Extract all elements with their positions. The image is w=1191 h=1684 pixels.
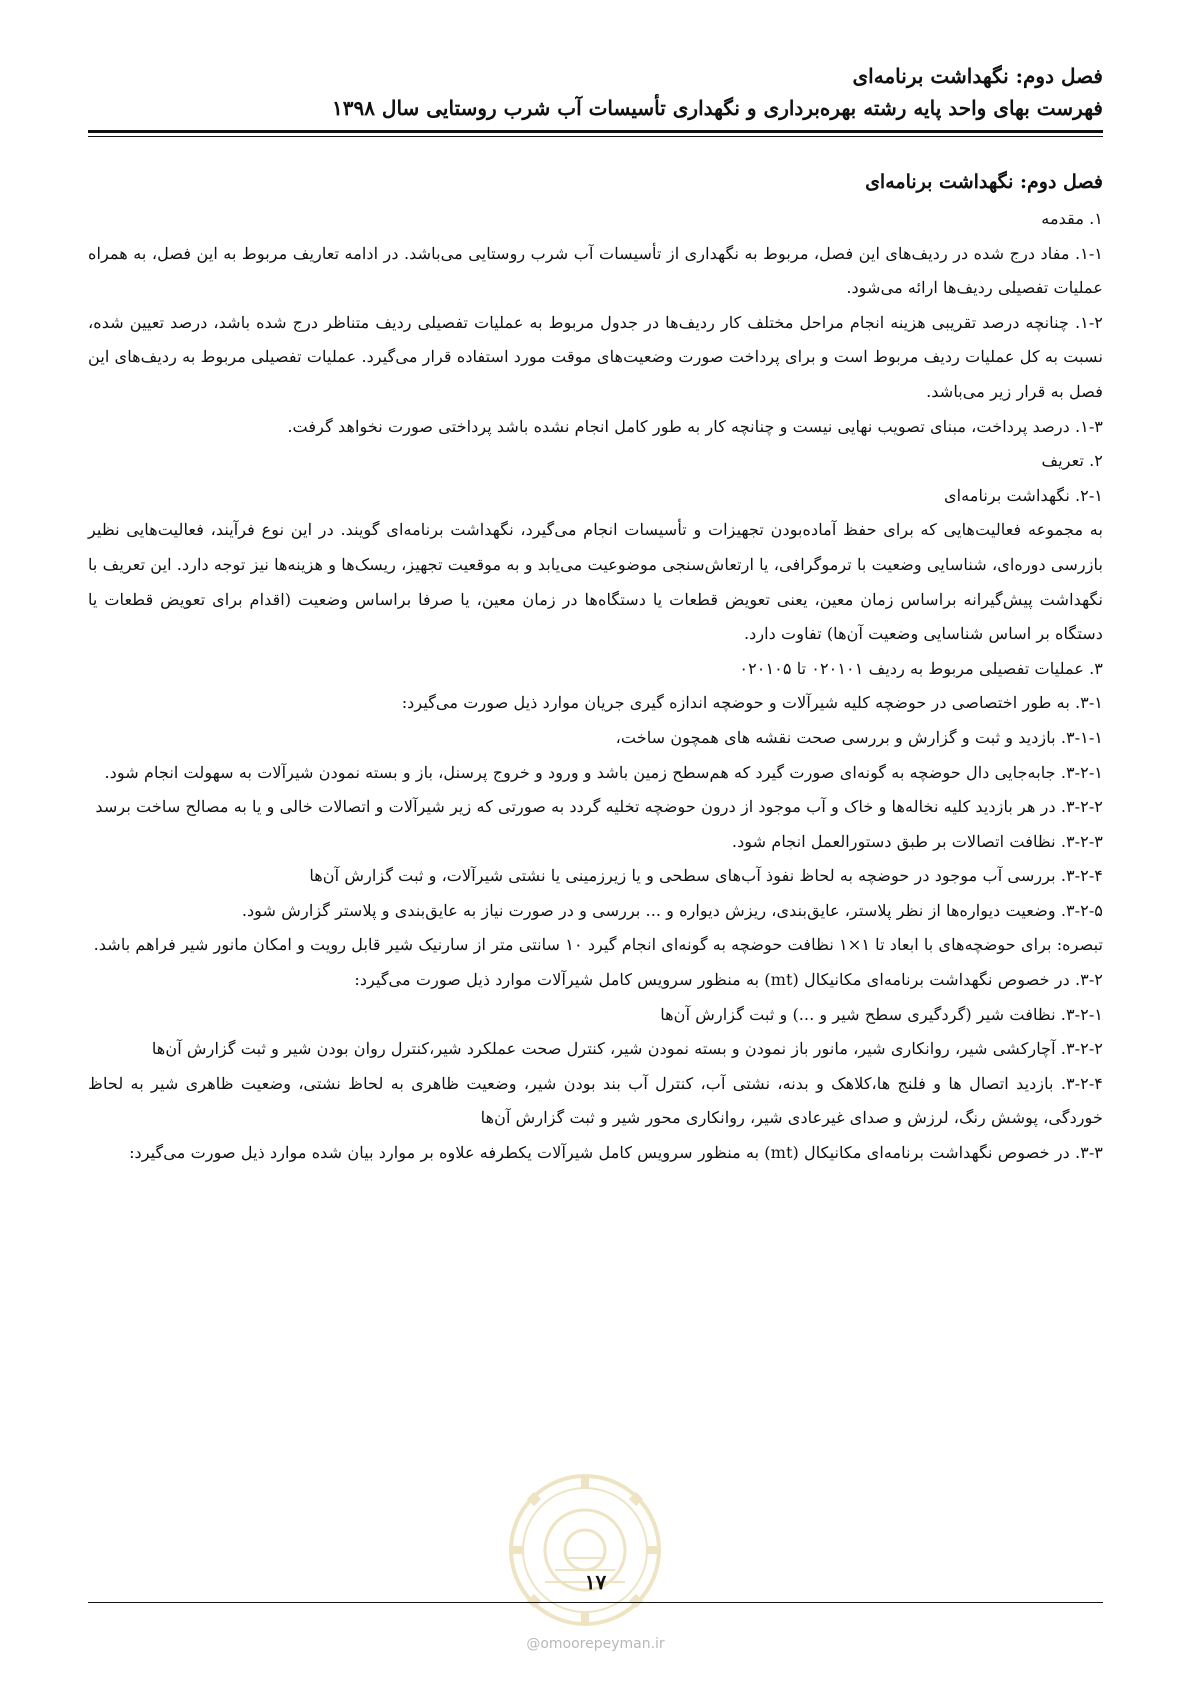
paragraph: ۳-۲-۴. بازدید اتصال ها و فلنج ها،کلاهک و بدنه، نشتی آب، کنترل آب بند بودن شیر، وضعیت ظاهری به لحاظ نشتی، وضعیت ظاهری شیر به لحاظ خوردگی، پوشش رنگ، لرزش و صدای غیرعادی شیر، روانکاری محور شیر و ثبت گزارش آن‌ها — [88, 1073, 1103, 1128]
page-number: ۱۷ — [584, 1570, 607, 1594]
page-content — [88, 162, 1103, 1171]
paragraph: ۱. مقدمه — [1041, 209, 1103, 228]
paragraph: ۳-۲-۲. آچارکشی شیر، روانکاری شیر، مانور باز نمودن و بسته نمودن شیر، کنترل صحت عملکرد شیر،کنترل روان بودن شیر و ثبت گزارش آن‌ها — [151, 1039, 1103, 1059]
paragraph: ۳-۱. به طور اختصاصی در حوضچه کلیه شیرآلات و حوضچه اندازه گیری جریان موارد ذیل صورت می‌گیرد: — [401, 693, 1103, 713]
paragraph: ۳. عملیات تفصیلی مربوط به ردیف ۰۲۰۱۰۱ تا ۰۲۰۱۰۵ — [739, 658, 1103, 678]
paragraph: ۳-۲-۲. در هر بازدید کلیه نخاله‌ها و خاک و آب موجود از درون حوضچه تخلیه گردد به صورتی که زیر شیرآلات و اتصالات خالی و یا به مصالح ساخت برسد — [95, 797, 1103, 817]
paragraph: ۲-۱. نگهداشت برنامه‌ای — [943, 485, 1103, 505]
paragraph: ۱-۲. چنانچه درصد تقریبی هزینه انجام مراحل مختلف کار ردیف‌ها در جدول مربوط به عملیات تفصیلی ردیف متناظر درج شده باشد، درصد تعیین شده، نسبت به کل عملیات ردیف مربوط است و برای پرداخت صورت وضعیت‌های موقت مورد استفاده قرار می‌گیرد. عملیات تفصیلی مربوط به ردیف‌های این فصل به قرار زیر می‌باشد. — [88, 312, 1103, 401]
header-divider-thick — [88, 130, 1103, 133]
paragraph: ۳-۳. در خصوص نگهداشت برنامه‌ای مکانیکال (mt) به منظور سرویس کامل شیرآلات یکطرفه علاوه بر موارد بیان شده موارد ذیل صورت می‌گیرد: — [129, 1143, 1103, 1163]
seal-logo-icon — [505, 1470, 665, 1630]
paragraph: ۳-۲-۵. وضعیت دیواره‌ها از نظر پلاستر، عایق‌بندی، ریزش دیواره و ... بررسی و در صورت نیاز به عایق‌بندی و پلاستر گزارش شود. — [241, 900, 1103, 920]
paragraph: ۳-۲. در خصوص نگهداشت برنامه‌ای مکانیکال (mt) به منظور سرویس کامل شیرآلات موارد ذیل صورت می‌گیرد: — [354, 970, 1103, 990]
paragraph: ۱-۳. درصد پرداخت، مبنای تصویب نهایی نیست و چنانچه کار به طور کامل انجام نشده باشد پرداختی صورت نخواهد گرفت. — [287, 416, 1103, 436]
website-watermark: @omoorepeyman.ir — [526, 1636, 665, 1652]
footer-divider — [88, 1602, 1103, 1603]
page-header — [88, 60, 1103, 124]
paragraph: ۲. تعریف — [1041, 451, 1103, 471]
header-divider-thin — [88, 136, 1103, 137]
paragraph: ۳-۲-۳. نظافت اتصالات بر طبق دستورالعمل انجام شود. — [731, 831, 1103, 851]
header-chapter-title: فصل دوم: نگهداشت برنامه‌ای — [852, 64, 1103, 88]
document-page — [88, 0, 1103, 1684]
paragraph: ۳-۲-۱. جابه‌جایی دال حوضچه به گونه‌ای صورت گیرد که هم‌سطح زمین باشد و ورود و خروج پرسنل، باز و بسته نمودن شیرآلات به سهولت انجام شود. — [104, 762, 1103, 782]
paragraph: به مجموعه فعالیت‌هایی که برای حفظ آماده‌بودن تجهیزات و تأسیسات انجام می‌گیرد، نگهداشت برنامه‌ای گویند. در این نوع فرآیند، فعالیت‌هایی نظیر بازرسی دوره‌ای، شناسایی وضعیت با ترموگرافی، یا ارتعاش‌سنجی موضوعیت می‌یابد و به موقعیت تجهیز، ریسک‌ها و هزینه‌ها نیز توجه دارد. این تعریف با نگهداشت پیش‌گیرانه براساس زمان معین، یعنی تعویض قطعات یا دستگاه‌ها در زمان معین، یا صرفا براساس وضعیت (اقدام برای تعویض قطعات یا دستگاه بر اساس شناسایی وضعیت آن‌ها) تفاوت دارد. — [88, 520, 1103, 644]
paragraph: ۱-۱. مفاد درج شده در ردیف‌های این فصل، مربوط به نگهداری از تأسیسات آب شرب روستایی می‌باشد. در ادامه تعاریف مربوط به این فصل، به همراه عملیات تفصیلی ردیف‌ها ارائه می‌شود. — [88, 243, 1103, 298]
paragraph: ۳-۱-۱. بازدید و ثبت و گزارش و بررسی صحت نقشه های همچون ساخت، — [615, 727, 1103, 747]
header-document-title: فهرست بهای واحد پایه رشته بهره‌برداری و نگهداری تأسیسات آب شرب روستایی سال ۱۳۹۸ — [331, 96, 1103, 120]
paragraph: ۳-۲-۱. نظافت شیر (گردگیری سطح شیر و ...) و ثبت گزارش آن‌ها — [660, 1004, 1103, 1024]
paragraph: ۳-۲-۴. بررسی آب موجود در حوضچه به لحاظ نفوذ آب‌های سطحی و یا زیرزمینی یا نشتی شیرآلات، و ثبت گزارش آن‌ها — [309, 866, 1103, 886]
paragraph: تبصره: برای حوضچه‌های با ابعاد تا ۱×۱ نظافت حوضچه به گونه‌ای انجام گیرد ۱۰ سانتی متر از سارنیک شیر قابل رویت و امکان مانور شیر فراهم باشد. — [93, 935, 1103, 955]
section-title: فصل دوم: نگهداشت برنامه‌ای — [865, 171, 1103, 193]
